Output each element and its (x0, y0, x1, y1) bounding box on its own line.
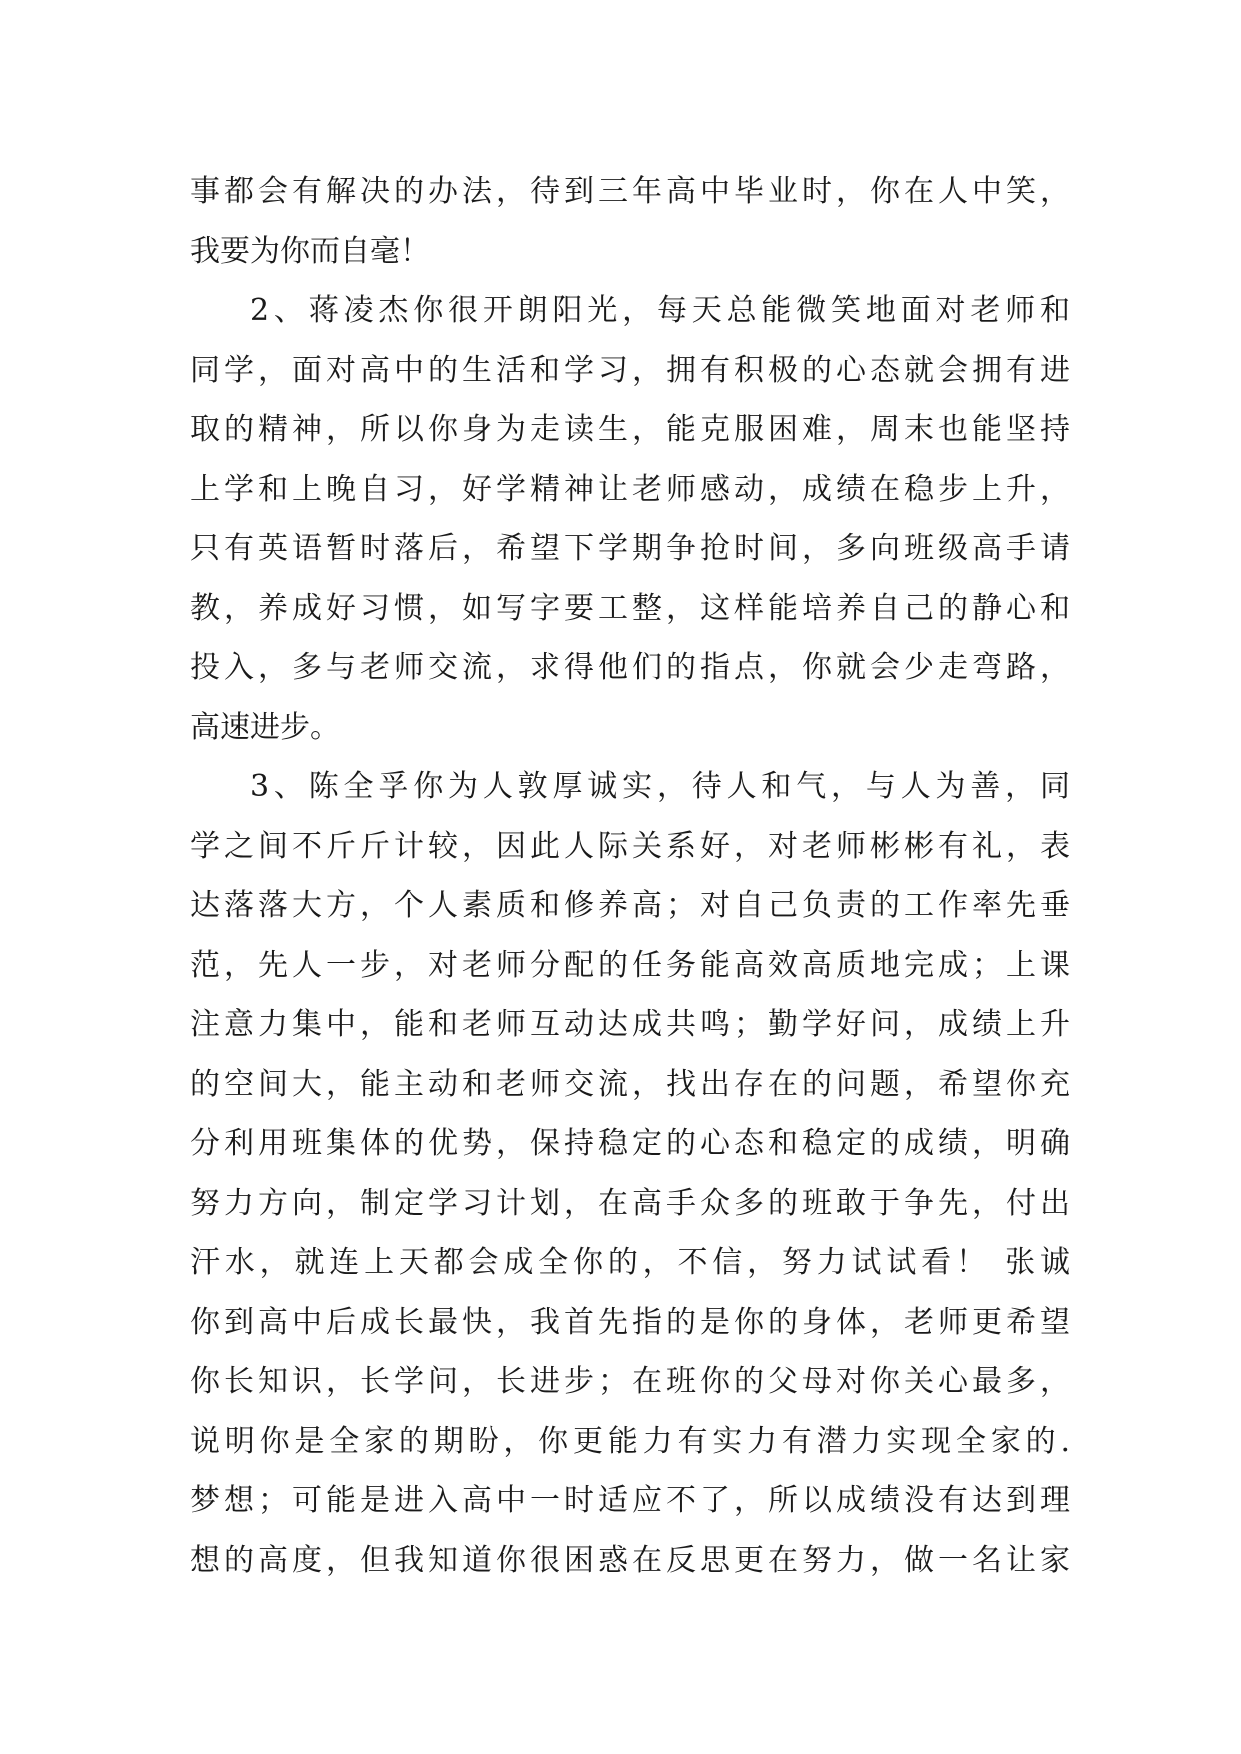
text-line: 你长知识，长学问，长进步；在班你的父母对你关心最多， (190, 1364, 1070, 1399)
text-line: 只有英语暂时落后，希望下学期争抢时间，多向班级高手请 (190, 531, 1070, 566)
text-line: 高速进步。 (190, 709, 340, 745)
text-line: 说明你是全家的期盼，你更能力有实力有潜力实现全家的. (190, 1423, 1070, 1459)
text-line: 学之间不斤斤计较，因此人际关系好，对老师彬彬有礼，表 (190, 828, 1070, 864)
text-line: 汗水，就连上天都会成全你的，不信，努力试试看！ 张诚 (190, 1245, 1070, 1280)
text-line: 达落落大方，个人素质和修养高；对自己负责的工作率先垂 (190, 888, 1070, 923)
text-line: 范，先人一步，对老师分配的任务能高效高质地完成；上课 (190, 947, 1070, 983)
text-line: 注意力集中，能和老师互动达成共鸣；勤学好问，成绩上升 (190, 1007, 1070, 1042)
text-line: 上学和上晚自习，好学精神让老师感动，成绩在稳步上升， (190, 471, 1070, 507)
text-line: 我要为你而自毫！ (190, 233, 430, 269)
text-line: 你到高中后成长最快，我首先指的是你的身体，老师更希望 (190, 1304, 1070, 1340)
text-line: 分利用班集体的优势，保持稳定的心态和稳定的成绩，明确 (190, 1126, 1070, 1161)
document-body (190, 162, 1070, 1590)
text-line: 教，养成好习惯，如写字要工整，这样能培养自己的静心和 (190, 590, 1070, 626)
text-line: 的空间大，能主动和老师交流，找出存在的问题，希望你充 (190, 1066, 1070, 1102)
text-line: 努力方向，制定学习计划，在高手众多的班敢于争先，付出 (190, 1185, 1070, 1221)
text-line: 想的高度，但我知道你很困惑在反思更在努力，做一名让家 (190, 1542, 1070, 1578)
text-line: 投入，多与老师交流，求得他们的指点，你就会少走弯路， (190, 650, 1070, 685)
text-line: 2、蒋凌杰你很开朗阳光，每天总能微笑地面对老师和 (250, 293, 1070, 328)
text-line: 同学，面对高中的生活和学习，拥有积极的心态就会拥有进 (190, 352, 1070, 388)
text-line: 事都会有解决的办法，待到三年高中毕业时，你在人中笑， (190, 174, 1070, 209)
text-line: 取的精神，所以你身为走读生，能克服困难，周末也能坚持 (190, 412, 1070, 447)
text-line: 梦想；可能是进入高中一时适应不了，所以成绩没有达到理 (190, 1483, 1070, 1518)
text-line: 3、陈全孚你为人敦厚诚实，待人和气，与人为善，同 (250, 769, 1070, 804)
